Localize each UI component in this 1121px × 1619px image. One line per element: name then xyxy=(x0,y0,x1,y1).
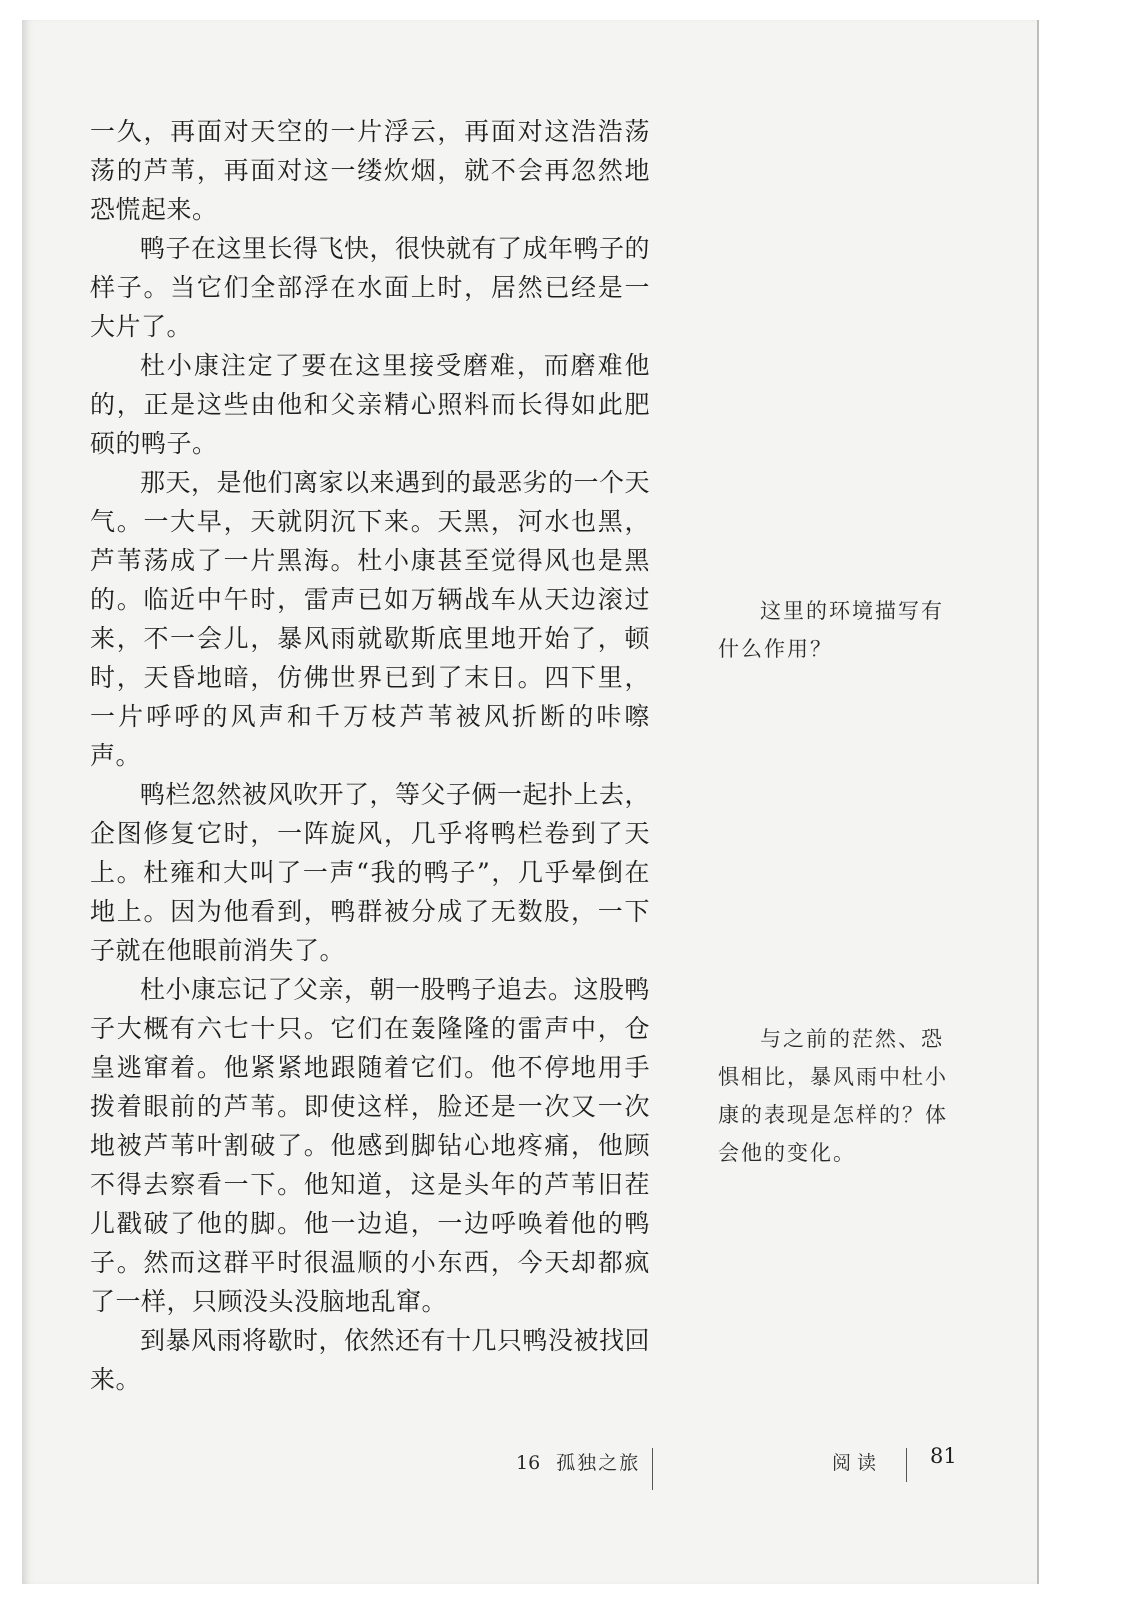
page-number: 81 xyxy=(930,1444,957,1468)
lesson-number: 16 xyxy=(516,1452,541,1474)
paragraph: 鸭子在这里长得飞快，很快就有了成年鸭子的样子。当它们全部浮在水面上时，居然已经是一大片了。 xyxy=(90,234,651,341)
paragraph: 到暴风雨将歇时，依然还有十几只鸭没被找回来。 xyxy=(90,1326,651,1394)
footer-lesson xyxy=(516,1448,640,1475)
lesson-title: 孤独之旅 xyxy=(556,1452,641,1474)
main-text xyxy=(90,112,650,1399)
paragraph: 杜小康注定了要在这里接受磨难，而磨难他的，正是这些由他和父亲精心照料而长得如此肥硕的鸭子。 xyxy=(90,351,650,458)
paragraph: 杜小康忘记了父亲，朝一股鸭子追去。这股鸭子大概有六七十只。它们在轰隆隆的雷声中，仓皇逃窜着。他紧紧地跟随着它们。他不停地用手拨着眼前的芦苇。即使这样，脸还是一次又一次地被芦苇叶割破了。他感到脚钻心地疼痛，他顾不得去察看一下。他知道，这是头年的芦苇旧茬儿戳破了他的脚。他一边追，一边呼唤着他的鸭子。然而这群平时很温顺的小东西，今天却都疯了一样，只顾没头没脑地乱窜。 xyxy=(90,975,651,1316)
paragraph: 那天，是他们离家以来遇到的最恶劣的一个天气。一大早，天就阴沉下来。天黑，河水也黑，芦苇荡成了一片黑海。杜小康甚至觉得风也是黑的。临近中午时，雷声已如万辆战车从天边滚过来，不一会儿，暴风雨就歇斯底里地开始了，顿时，天昏地暗，仿佛世界已到了末日。四下里，一片呼呼的风声和千万枝芦苇被风折断的咔嚓声。 xyxy=(90,468,651,770)
footer-section: 阅 读 xyxy=(832,1452,877,1474)
footer-divider xyxy=(906,1448,907,1482)
paragraph: 鸭栏忽然被风吹开了，等父子俩一起扑上去，企图修复它时，一阵旋风，几乎将鸭栏卷到了天上。杜雍和大叫了一声“我的鸭子”，几乎晕倒在地上。因为他看到，鸭群被分成了无数股，一下子就在他眼前消失了。 xyxy=(90,780,651,965)
paragraph: 一久，再面对天空的一片浮云，再面对这浩浩荡荡的芦苇，再面对这一缕炊烟，就不会再忽然地恐慌起来。 xyxy=(90,117,650,224)
margin-note-environment: 这里的环境描写有什么作用？ xyxy=(718,599,944,661)
footer-divider xyxy=(652,1448,653,1490)
margin-note-change: 与之前的茫然、恐惧相比，暴风雨中杜小康的表现是怎样的？体会他的变化。 xyxy=(718,1027,948,1165)
